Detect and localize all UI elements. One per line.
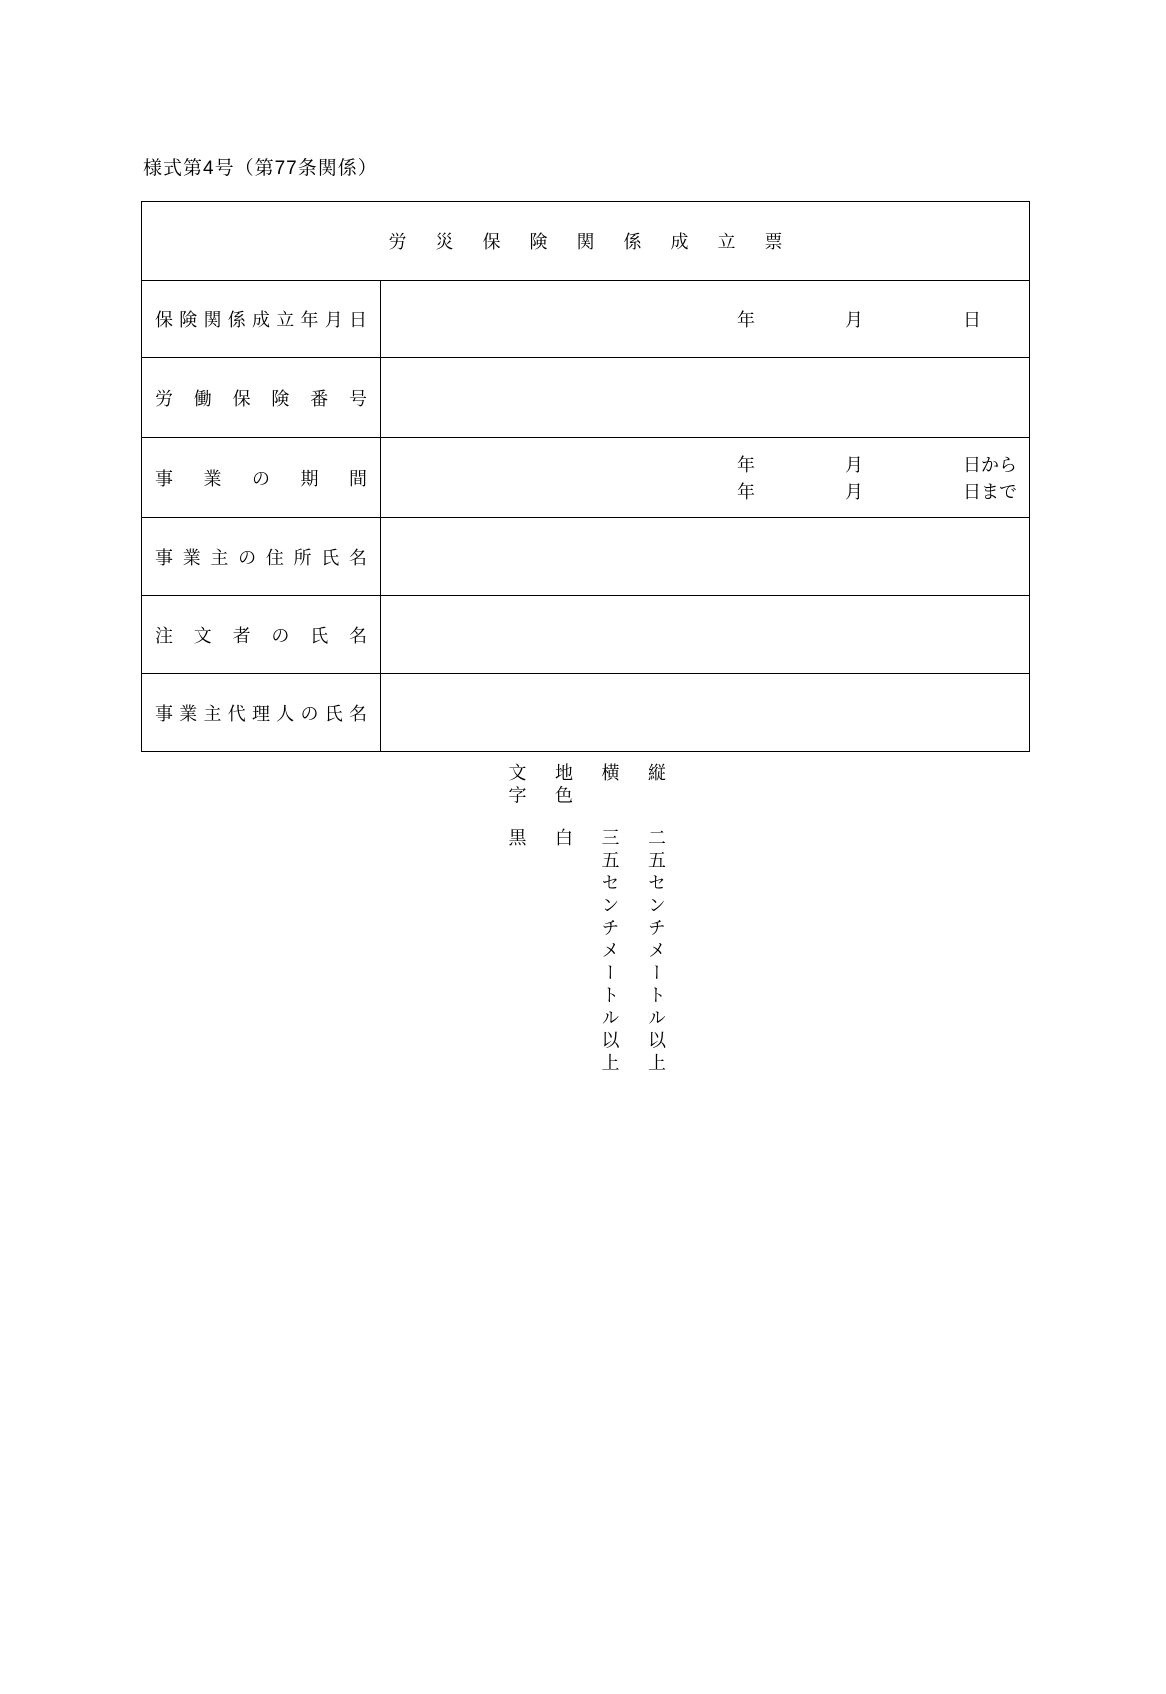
note-label: 横 [599, 763, 620, 786]
row-label-insurance-relation-established-date [142, 280, 380, 357]
size-color-notes [493, 763, 679, 1083]
row-label-employer-agent-name [142, 673, 380, 751]
note-label: 文字 [506, 763, 527, 808]
value-cell-business-period [380, 437, 1029, 517]
table-title-cell [142, 202, 1029, 280]
row-label-business-period [142, 437, 380, 517]
month-label: 月 [845, 310, 863, 330]
note-col-height [633, 763, 680, 1083]
row-label-text: 労 働 保 険 番 号 [155, 388, 367, 409]
note-value: 二五センチメートル以上 [646, 828, 666, 1076]
row-label-labor-insurance-number [142, 357, 380, 437]
note-value: 三五センチメートル以上 [599, 828, 620, 1076]
note-label: 地色 [553, 763, 573, 808]
value-cell-employer-agent-name [380, 673, 1029, 751]
date-line [381, 306, 1029, 333]
row-label-employer-address-name [142, 517, 380, 595]
note-col-width [586, 763, 633, 1083]
form-number-label: 様式第4号（第77条関係） [143, 158, 378, 179]
day-to-label: 日まで [963, 482, 1017, 502]
row-label-text: 事 業 主 の 住 所 氏 名 [155, 547, 367, 568]
row-label-text: 事 業 主 代 理 人 の 氏 名 [155, 703, 367, 724]
row-label-text: 注 文 者 の 氏 名 [155, 625, 367, 646]
year-label: 年 [737, 455, 755, 475]
month-label: 月 [845, 455, 863, 475]
row-label-text: 保 険 関 係 成 立 年 月 日 [155, 310, 367, 330]
row-label-orderer-name [142, 595, 380, 673]
year-label: 年 [737, 482, 755, 502]
note-value: 黒 [506, 828, 527, 851]
value-cell-orderer-name [380, 595, 1029, 673]
value-cell-insurance-relation-established-date [380, 280, 1029, 357]
note-label: 縦 [646, 763, 666, 786]
note-col-ground-color [540, 763, 587, 1083]
period-from-line [381, 451, 1029, 478]
value-cell-employer-address-name [380, 517, 1029, 595]
note-value: 白 [553, 828, 573, 851]
period-to-line [381, 478, 1029, 505]
year-label: 年 [737, 310, 755, 330]
day-from-label: 日から [963, 455, 1017, 475]
value-cell-labor-insurance-number [380, 357, 1029, 437]
table-title: 労災保険関係成立票 [388, 232, 812, 252]
establishment-notice-table [141, 201, 1030, 752]
month-label: 月 [845, 482, 863, 502]
day-label: 日 [963, 310, 981, 330]
note-col-letter-color [493, 763, 540, 1083]
row-label-text: 事 業 の 期 間 [155, 468, 367, 489]
